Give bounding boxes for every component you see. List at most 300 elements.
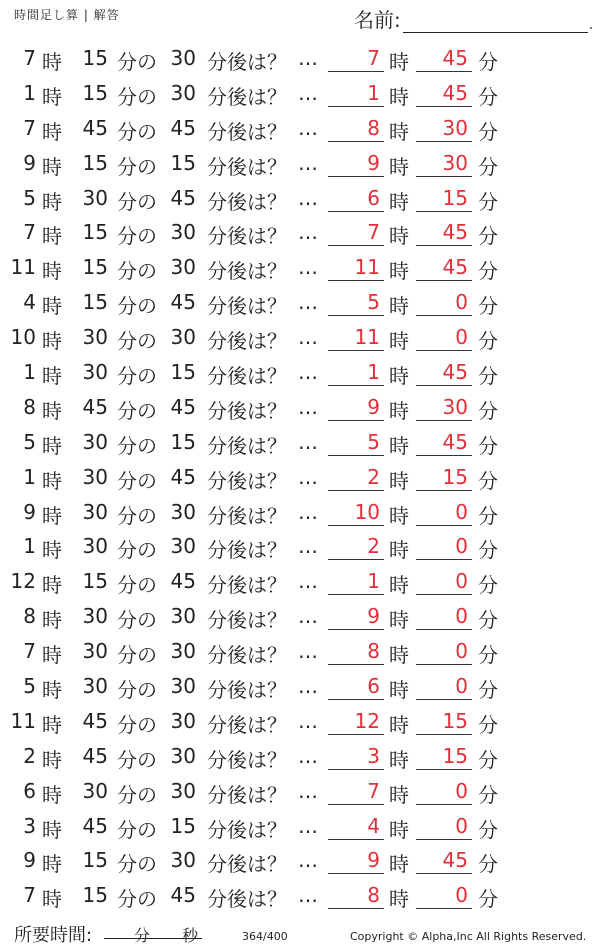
ellipsis: … [298, 429, 318, 454]
answer-hour: 5 [367, 429, 380, 454]
minute-of-label: 分の [117, 433, 157, 458]
ellipsis: … [298, 394, 318, 419]
problem-row [0, 563, 600, 598]
answer-hour-label: 時 [389, 50, 409, 74]
after-question-label: 分後は？ [207, 433, 287, 458]
answer-minute: 0 [455, 813, 468, 838]
answer-hour-underline [328, 176, 384, 177]
start-hour: 4 [23, 290, 36, 315]
added-minutes: 30 [170, 220, 196, 245]
answer-hour-label: 時 [389, 329, 409, 354]
answer-minute: 45 [442, 848, 468, 873]
answer-hour-label: 時 [389, 782, 409, 807]
minute-of-label: 分の [117, 294, 157, 319]
answer-hour-label: 時 [389, 503, 409, 528]
answer-hour-underline [328, 106, 384, 107]
start-hour: 10 [10, 325, 36, 350]
answer-minute-underline [416, 350, 472, 351]
time-taken-second-unit: 秒 [182, 926, 199, 945]
after-question-label: 分後は？ [207, 817, 287, 842]
start-hour: 2 [23, 743, 36, 768]
answer-minute: 0 [455, 604, 468, 629]
start-minute: 15 [82, 80, 108, 105]
start-hour: 7 [23, 639, 36, 664]
start-minute: 45 [82, 813, 108, 838]
problem-row [0, 808, 600, 843]
start-hour: 6 [23, 778, 36, 803]
start-hour: 9 [23, 848, 36, 873]
minute-of-label: 分の [117, 782, 157, 807]
added-minutes: 15 [170, 150, 196, 175]
answer-minute: 15 [442, 743, 468, 768]
added-minutes: 45 [170, 883, 196, 908]
answer-minute-underline [416, 629, 472, 630]
answer-minute-label: 分 [478, 189, 498, 214]
answer-hour-underline [328, 629, 384, 630]
after-question-label: 分後は？ [207, 573, 287, 598]
after-question-label: 分後は？ [207, 84, 287, 109]
start-minute: 45 [82, 708, 108, 733]
ellipsis: … [298, 604, 318, 629]
answer-hour-underline [328, 559, 384, 560]
answer-hour-underline [328, 141, 384, 142]
added-minutes: 30 [170, 80, 196, 105]
answer-minute: 0 [455, 569, 468, 594]
after-question-label: 分後は？ [207, 712, 287, 737]
problem-row [0, 633, 600, 668]
answer-hour: 2 [367, 534, 380, 559]
start-minute: 30 [82, 464, 108, 489]
added-minutes: 30 [170, 499, 196, 524]
answer-minute: 15 [442, 185, 468, 210]
answer-minute-underline [416, 245, 472, 246]
ellipsis: … [298, 778, 318, 803]
answer-minute-label: 分 [478, 852, 498, 877]
answer-minute-label: 分 [478, 573, 498, 598]
start-minute: 15 [82, 220, 108, 245]
ellipsis: … [298, 534, 318, 559]
minute-of-label: 分の [117, 224, 157, 249]
after-question-label: 分後は？ [207, 50, 287, 74]
answer-minute-underline [416, 839, 472, 840]
answer-minute-underline [416, 804, 472, 805]
answer-minute-underline [416, 594, 472, 595]
problem-row [0, 738, 600, 773]
answer-minute-underline [416, 211, 472, 212]
problem-row [0, 773, 600, 808]
hour-label: 時 [42, 782, 62, 807]
answer-hour-label: 時 [389, 154, 409, 179]
answer-hour: 6 [367, 185, 380, 210]
start-hour: 7 [23, 220, 36, 245]
name-end-mark: . [588, 17, 594, 33]
answer-minute-underline [416, 141, 472, 142]
answer-minute-underline [416, 734, 472, 735]
problem-row [0, 214, 600, 249]
answer-hour: 8 [367, 883, 380, 908]
answer-minute-underline [416, 455, 472, 456]
answer-minute: 0 [455, 290, 468, 315]
answer-minute-underline [416, 559, 472, 560]
ellipsis: … [298, 464, 318, 489]
answer-hour-underline [328, 873, 384, 874]
minute-of-label: 分の [117, 538, 157, 563]
start-hour: 1 [23, 464, 36, 489]
minute-of-label: 分の [117, 468, 157, 493]
hour-label: 時 [42, 747, 62, 772]
answer-minute-label: 分 [478, 259, 498, 284]
answer-minute-underline [416, 873, 472, 874]
answer-minute-underline [416, 699, 472, 700]
minute-of-label: 分の [117, 50, 157, 74]
answer-hour-label: 時 [389, 84, 409, 109]
start-minute: 45 [82, 115, 108, 140]
answer-hour-underline [328, 455, 384, 456]
answer-minute: 0 [455, 883, 468, 908]
problem-row [0, 494, 600, 529]
answer-minute: 45 [442, 360, 468, 385]
answer-minute-underline [416, 664, 472, 665]
answer-hour-underline [328, 245, 384, 246]
answer-minute-underline [416, 176, 472, 177]
answer-minute-label: 分 [478, 678, 498, 703]
answer-hour: 9 [367, 848, 380, 873]
answer-hour: 3 [367, 743, 380, 768]
answer-minute-underline [416, 420, 472, 421]
minute-of-label: 分の [117, 398, 157, 423]
answer-minute-label: 分 [478, 468, 498, 493]
answer-hour-underline [328, 664, 384, 665]
ellipsis: … [298, 639, 318, 664]
answer-hour: 7 [367, 778, 380, 803]
problem-row [0, 668, 600, 703]
after-question-label: 分後は？ [207, 608, 287, 633]
answer-minute-underline [416, 385, 472, 386]
hour-label: 時 [42, 433, 62, 458]
answer-hour-label: 時 [389, 643, 409, 668]
name-field [354, 4, 593, 33]
start-minute: 30 [82, 604, 108, 629]
start-hour: 7 [23, 883, 36, 908]
hour-label: 時 [42, 712, 62, 737]
answer-minute-label: 分 [478, 329, 498, 354]
added-minutes: 30 [170, 604, 196, 629]
answer-minute-label: 分 [478, 887, 498, 912]
start-minute: 30 [82, 534, 108, 559]
answer-hour-underline [328, 769, 384, 770]
answer-hour: 9 [367, 394, 380, 419]
minute-of-label: 分の [117, 887, 157, 912]
start-hour: 8 [23, 394, 36, 419]
answer-hour-underline [328, 280, 384, 281]
answer-minute: 0 [455, 639, 468, 664]
added-minutes: 30 [170, 848, 196, 873]
added-minutes: 30 [170, 778, 196, 803]
answer-minute-label: 分 [478, 294, 498, 319]
after-question-label: 分後は？ [207, 294, 287, 319]
hour-label: 時 [42, 852, 62, 877]
answer-hour-underline [328, 699, 384, 700]
answer-minute: 0 [455, 534, 468, 559]
minute-of-label: 分の [117, 643, 157, 668]
minute-of-label: 分の [117, 817, 157, 842]
answer-hour-label: 時 [389, 608, 409, 633]
minute-of-label: 分の [117, 573, 157, 598]
minute-of-label: 分の [117, 154, 157, 179]
footer [0, 918, 600, 948]
answer-hour-label: 時 [389, 364, 409, 389]
ellipsis: … [298, 708, 318, 733]
added-minutes: 45 [170, 569, 196, 594]
problem-row [0, 284, 600, 319]
after-question-label: 分後は？ [207, 643, 287, 668]
start-hour: 12 [10, 569, 36, 594]
minute-of-label: 分の [117, 678, 157, 703]
answer-hour: 6 [367, 674, 380, 699]
start-hour: 11 [10, 255, 36, 280]
answer-hour: 4 [367, 813, 380, 838]
answer-minute-label: 分 [478, 398, 498, 423]
answer-minute-label: 分 [478, 364, 498, 389]
problem-row [0, 389, 600, 424]
hour-label: 時 [42, 398, 62, 423]
added-minutes: 30 [170, 639, 196, 664]
hour-label: 時 [42, 50, 62, 74]
problem-row [0, 40, 600, 75]
added-minutes: 15 [170, 429, 196, 454]
answer-minute-label: 分 [478, 643, 498, 668]
answer-minute: 30 [442, 115, 468, 140]
answer-hour-label: 時 [389, 468, 409, 493]
hour-label: 時 [42, 259, 62, 284]
answer-hour: 1 [367, 569, 380, 594]
answer-minute-label: 分 [478, 119, 498, 144]
answer-minute: 0 [455, 499, 468, 524]
ellipsis: … [298, 325, 318, 350]
answer-hour-label: 時 [389, 678, 409, 703]
start-minute: 15 [82, 150, 108, 175]
answer-minute: 45 [442, 80, 468, 105]
problem-row [0, 842, 600, 877]
added-minutes: 30 [170, 46, 196, 70]
hour-label: 時 [42, 294, 62, 319]
answer-minute-label: 分 [478, 50, 498, 74]
start-minute: 45 [82, 743, 108, 768]
start-minute: 30 [82, 499, 108, 524]
added-minutes: 15 [170, 813, 196, 838]
answer-hour-label: 時 [389, 294, 409, 319]
problem-row [0, 877, 600, 912]
after-question-label: 分後は？ [207, 154, 287, 179]
added-minutes: 30 [170, 743, 196, 768]
hour-label: 時 [42, 678, 62, 703]
answer-minute-label: 分 [478, 84, 498, 109]
after-question-label: 分後は？ [207, 224, 287, 249]
answer-minute-label: 分 [478, 154, 498, 179]
answer-hour: 8 [367, 639, 380, 664]
answer-hour: 11 [354, 325, 380, 350]
answer-hour-label: 時 [389, 852, 409, 877]
answer-minute-underline [416, 908, 472, 909]
answer-hour-label: 時 [389, 747, 409, 772]
ellipsis: … [298, 569, 318, 594]
hour-label: 時 [42, 189, 62, 214]
start-minute: 45 [82, 394, 108, 419]
answer-hour-label: 時 [389, 259, 409, 284]
start-minute: 15 [82, 569, 108, 594]
answer-minute-underline [416, 71, 472, 72]
answer-hour: 1 [367, 80, 380, 105]
minute-of-label: 分の [117, 189, 157, 214]
problem-row [0, 598, 600, 633]
ellipsis: … [298, 290, 318, 315]
minute-of-label: 分の [117, 84, 157, 109]
ellipsis: … [298, 80, 318, 105]
start-minute: 30 [82, 325, 108, 350]
answer-hour-label: 時 [389, 712, 409, 737]
start-hour: 5 [23, 429, 36, 454]
start-minute: 30 [82, 778, 108, 803]
hour-label: 時 [42, 329, 62, 354]
answer-minute-label: 分 [478, 433, 498, 458]
hour-label: 時 [42, 468, 62, 493]
start-hour: 5 [23, 185, 36, 210]
added-minutes: 30 [170, 255, 196, 280]
answer-hour: 1 [367, 360, 380, 385]
answer-hour: 10 [354, 499, 380, 524]
after-question-label: 分後は？ [207, 468, 287, 493]
ellipsis: … [298, 743, 318, 768]
ellipsis: … [298, 883, 318, 908]
page-number: 364/400 [242, 930, 288, 943]
problem-row [0, 319, 600, 354]
answer-hour-underline [328, 211, 384, 212]
answer-minute-label: 分 [478, 608, 498, 633]
start-minute: 15 [82, 46, 108, 70]
problem-row [0, 424, 600, 459]
minute-of-label: 分の [117, 259, 157, 284]
start-minute: 30 [82, 639, 108, 664]
start-hour: 11 [10, 708, 36, 733]
answer-hour-label: 時 [389, 573, 409, 598]
answer-minute: 15 [442, 464, 468, 489]
name-blank-line [403, 12, 588, 33]
problem-row [0, 249, 600, 284]
answer-hour-underline [328, 490, 384, 491]
answer-minute-underline [416, 490, 472, 491]
minute-of-label: 分の [117, 503, 157, 528]
hour-label: 時 [42, 84, 62, 109]
problem-row [0, 459, 600, 494]
hour-label: 時 [42, 643, 62, 668]
answer-hour-underline [328, 315, 384, 316]
start-hour: 9 [23, 150, 36, 175]
start-minute: 30 [82, 674, 108, 699]
answer-minute-underline [416, 106, 472, 107]
answer-minute: 30 [442, 150, 468, 175]
answer-minute-label: 分 [478, 503, 498, 528]
ellipsis: … [298, 220, 318, 245]
problem-row [0, 145, 600, 180]
ellipsis: … [298, 674, 318, 699]
ellipsis: … [298, 499, 318, 524]
added-minutes: 30 [170, 674, 196, 699]
after-question-label: 分後は？ [207, 364, 287, 389]
problem-row [0, 75, 600, 110]
start-hour: 7 [23, 115, 36, 140]
minute-of-label: 分の [117, 712, 157, 737]
answer-hour-underline [328, 908, 384, 909]
hour-label: 時 [42, 364, 62, 389]
added-minutes: 30 [170, 534, 196, 559]
answer-hour: 9 [367, 150, 380, 175]
answer-hour-underline [328, 525, 384, 526]
answer-hour: 7 [367, 220, 380, 245]
ellipsis: … [298, 255, 318, 280]
answer-hour-label: 時 [389, 224, 409, 249]
answer-hour-label: 時 [389, 433, 409, 458]
start-minute: 30 [82, 429, 108, 454]
answer-minute-underline [416, 315, 472, 316]
hour-label: 時 [42, 538, 62, 563]
answer-minute-underline [416, 525, 472, 526]
answer-hour-underline [328, 71, 384, 72]
start-minute: 30 [82, 185, 108, 210]
answer-minute-label: 分 [478, 712, 498, 737]
after-question-label: 分後は？ [207, 887, 287, 912]
start-hour: 9 [23, 499, 36, 524]
answer-minute: 0 [455, 674, 468, 699]
start-minute: 15 [82, 290, 108, 315]
time-taken-minute-unit: 分 [134, 926, 151, 945]
minute-of-label: 分の [117, 608, 157, 633]
answer-minute: 30 [442, 394, 468, 419]
after-question-label: 分後は？ [207, 259, 287, 284]
answer-minute-label: 分 [478, 747, 498, 772]
problem-row [0, 354, 600, 389]
answer-hour-underline [328, 839, 384, 840]
answer-hour: 11 [354, 255, 380, 280]
ellipsis: … [298, 848, 318, 873]
answer-hour-underline [328, 420, 384, 421]
start-hour: 3 [23, 813, 36, 838]
ellipsis: … [298, 115, 318, 140]
problem-row [0, 110, 600, 145]
hour-label: 時 [42, 224, 62, 249]
added-minutes: 30 [170, 325, 196, 350]
start-minute: 30 [82, 360, 108, 385]
added-minutes: 45 [170, 185, 196, 210]
minute-of-label: 分の [117, 364, 157, 389]
answer-hour-label: 時 [389, 887, 409, 912]
added-minutes: 45 [170, 394, 196, 419]
after-question-label: 分後は？ [207, 503, 287, 528]
answer-hour: 2 [367, 464, 380, 489]
hour-label: 時 [42, 608, 62, 633]
ellipsis: … [298, 46, 318, 70]
start-hour: 1 [23, 360, 36, 385]
after-question-label: 分後は？ [207, 538, 287, 563]
answer-hour: 5 [367, 290, 380, 315]
hour-label: 時 [42, 503, 62, 528]
answer-hour-label: 時 [389, 189, 409, 214]
ellipsis: … [298, 185, 318, 210]
answer-minute: 15 [442, 708, 468, 733]
answer-hour-label: 時 [389, 119, 409, 144]
start-minute: 15 [82, 255, 108, 280]
answer-minute: 0 [455, 325, 468, 350]
answer-hour-underline [328, 594, 384, 595]
